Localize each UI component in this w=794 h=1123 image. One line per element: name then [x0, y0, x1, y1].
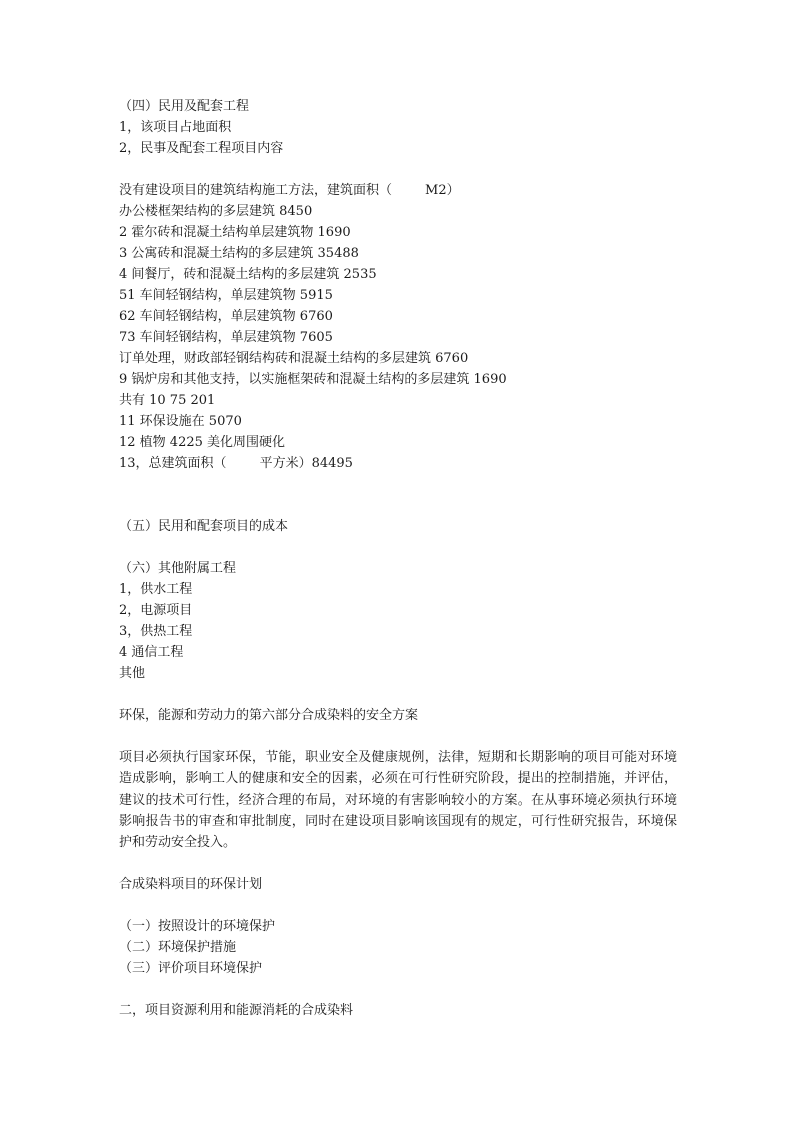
list-item: （一）按照设计的环境保护 [119, 919, 276, 935]
list-item: 3，供热工程 [119, 624, 193, 639]
spacer [119, 474, 679, 495]
building-row: 62 车间轻钢结构，单层建筑物 6760 [119, 309, 333, 324]
envplan-title: 合成染料项目的环保计划 [119, 877, 263, 893]
list-item: 1，该项目占地面积 [119, 120, 232, 135]
building-row: 9 锅炉房和其他支持，以实施框架砖和混凝土结构的多层建筑 1690 [119, 372, 507, 387]
list-item: 1，供水工程 [119, 582, 193, 597]
section-heading-2: 二，项目资源利用和能源消耗的合成染料 [119, 1003, 354, 1019]
building-row: 办公楼框架结构的多层建筑 8450 [119, 204, 313, 219]
spacer [119, 895, 679, 916]
spacer [119, 684, 679, 705]
spacer [119, 979, 679, 1000]
building-row: 12 植物 4225 美化周围硬化 [119, 435, 286, 450]
list-item: （三）评价项目环境保护 [119, 961, 263, 977]
list-item: 4 通信工程 [119, 645, 184, 660]
section-heading-5: （五）民用和配套项目的成本 [119, 519, 289, 534]
building-row: 11 环保设施在 5070 [119, 414, 242, 429]
spacer [119, 726, 679, 747]
building-row: 73 车间轻钢结构，单层建筑物 7605 [119, 330, 333, 345]
list-item: 2，电源项目 [119, 603, 193, 618]
building-row: 3 公寓砖和混凝土结构的多层建筑 35488 [119, 246, 359, 261]
list-item: 2，民事及配套工程项目内容 [119, 141, 284, 156]
list-item: 其他 [119, 666, 146, 681]
building-table-intro: 没有建设项目的建筑结构施工方法，建筑面积（ M2） [119, 183, 460, 198]
document-body [119, 96, 679, 1021]
building-row: 订单处理，财政部轻钢结构砖和混凝土结构的多层建筑 6760 [119, 351, 469, 366]
section-heading-4: （四）民用及配套工程 [119, 99, 250, 114]
list-item: （二）环境保护措施 [119, 940, 237, 956]
section-heading-6: （六）其他附属工程 [119, 561, 237, 576]
building-list [119, 201, 679, 474]
spacer [119, 495, 679, 516]
spacer [119, 159, 679, 180]
building-row: 共有 10 75 201 [119, 393, 216, 408]
building-row: 4 间餐厅，砖和混凝土结构的多层建筑 2535 [119, 267, 377, 282]
spacer [119, 853, 679, 874]
part-title: 环保，能源和劳动力的第六部分合成染料的安全方案 [119, 708, 419, 723]
building-row: 51 车间轻钢结构，单层建筑物 5915 [119, 288, 333, 303]
spacer [119, 537, 679, 558]
building-row: 2 霍尔砖和混凝土结构单层建筑物 1690 [119, 225, 351, 240]
building-row-total: 13，总建筑面积（ 平方米）84495 [119, 456, 353, 471]
body-paragraph: 项目必须执行国家环保，节能，职业安全及健康规例，法律，短期和长期影响的项目可能对环境造成影响，影响工人的健康和安全的因素，必须在可行性研究阶段，提出的控制措施，并评估，建议的技术可行性，经济合理的布局，对环境的有害影响较小的方案。在从事环境必须执行环境影响报告书的审查和审批制度，同时在建设项目影响该国现有的规定，可行性研究报告，环境保护和劳动安全投入。 [119, 750, 677, 851]
